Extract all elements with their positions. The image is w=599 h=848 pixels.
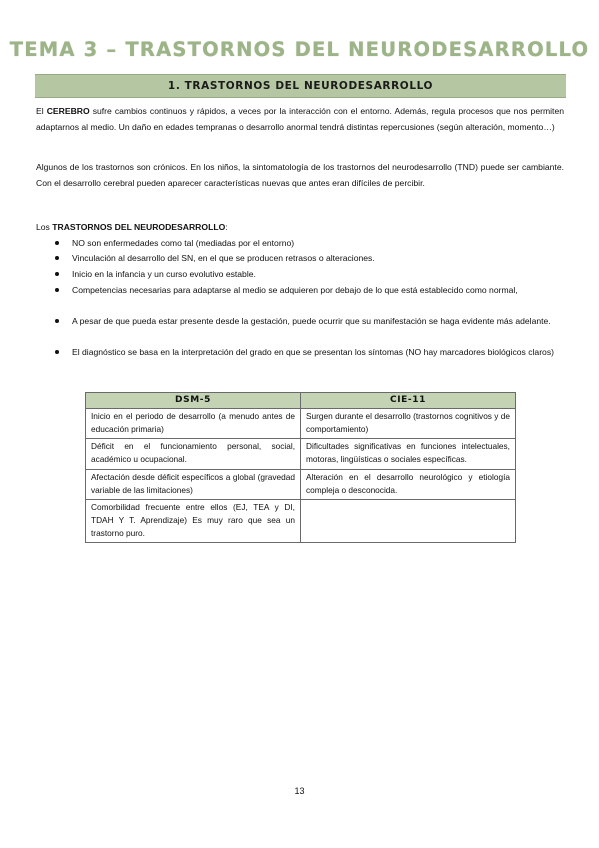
table-cell: Alteración en el desarrollo neurológico y etiología compleja o desconocida.: [301, 469, 516, 499]
bullet-dot-icon: [55, 241, 59, 245]
table-cell: Dificultades significativas en funciones intelectuales, motoras, lingüísticas o sociales específicas.: [301, 439, 516, 469]
bullet-dot-icon: [55, 319, 59, 323]
table-cell: Afectación desde déficit específicos a global (gravedad variable de las limitaciones): [86, 469, 301, 499]
list-item: [72, 345, 564, 361]
list-item-text: A pesar de que pueda estar presente desde la gestación, puede ocurrir que su manifestación se haga evidente más adelante.: [72, 316, 551, 326]
table-row: [86, 439, 516, 469]
list-item-text: Competencias necesarias para adaptarse al medio se adquieren por debajo de lo que está establecido como normal,: [72, 285, 518, 295]
table-row: [86, 409, 516, 439]
table-row: [86, 500, 516, 543]
list-item: [72, 267, 564, 283]
table-cell: Inicio en el periodo de desarrollo (a menudo antes de educación primaria): [86, 409, 301, 439]
table-cell: Surgen durante el desarrollo (trastornos cognitivos y de comportamiento): [301, 409, 516, 439]
bullet-dot-icon: [55, 350, 59, 354]
bullet-dot-icon: [55, 288, 59, 292]
page-title: TEMA 3 – TRASTORNOS DEL NEURODESARROLLO: [9, 38, 590, 61]
list-item: [72, 283, 564, 299]
column-header-dsm5: DSM-5: [86, 393, 301, 409]
list-item: [72, 314, 564, 330]
list-item-text: Inicio en la infancia y un curso evolutivo estable.: [72, 269, 256, 279]
page-number: 13: [294, 786, 305, 796]
bullet-dot-icon: [55, 256, 59, 260]
paragraph-chronic: Algunos de los trastornos son crónicos. En los niños, la sintomatología de los trastornos del neurodesarrollo (TND) puede ser cambiante. Con el desarrollo cerebral pueden aparecer características nuevas que antes eran difíciles de percibir.: [36, 162, 564, 188]
bullet-dot-icon: [55, 272, 59, 276]
list-intro: [36, 221, 228, 234]
table-cell: [301, 500, 516, 543]
table-row: [86, 469, 516, 499]
para1-bold: CEREBRO: [46, 106, 90, 116]
list-intro-bold: TRASTORNOS DEL NEURODESARROLLO: [52, 222, 226, 232]
list-item-text: NO son enfermedades como tal (mediadas por el entorno): [72, 238, 295, 248]
comparison-table: [85, 392, 516, 543]
table-cell: Déficit en el funcionamiento personal, social, académico u ocupacional.: [86, 439, 301, 469]
list-item: [72, 236, 564, 252]
list-intro-suffix: :: [225, 222, 228, 232]
paragraph-cerebro: [36, 104, 564, 135]
list-item-text: El diagnóstico se basa en la interpretación del grado en que se presentan los síntomas (NO hay marcadores biológicos claros): [72, 347, 554, 357]
column-header-cie11: CIE-11: [301, 393, 516, 409]
section-heading: 1. TRASTORNOS DEL NEURODESARROLLO: [35, 74, 566, 98]
list-intro-prefix: Los: [36, 222, 53, 232]
table-header-row: [86, 393, 516, 409]
para1-prefix: El: [36, 106, 47, 116]
table-cell: Comorbilidad frecuente entre ellos (EJ, TEA y DI, TDAH Y T. Aprendizaje) Es muy raro que sea un trastorno puro.: [86, 500, 301, 543]
para1-rest: sufre cambios continuos y rápidos, a veces por la interacción con el entorno. Además, regula procesos que nos permiten adaptarnos al medio. Un daño en edades tempranas o desarrollo anormal tendrá distintas repercusiones (según alteración, momento…): [36, 106, 564, 132]
list-item-text: Vinculación al desarrollo del SN, en el que se producen retrasos o alteraciones.: [72, 253, 375, 263]
list-item: [72, 251, 564, 267]
